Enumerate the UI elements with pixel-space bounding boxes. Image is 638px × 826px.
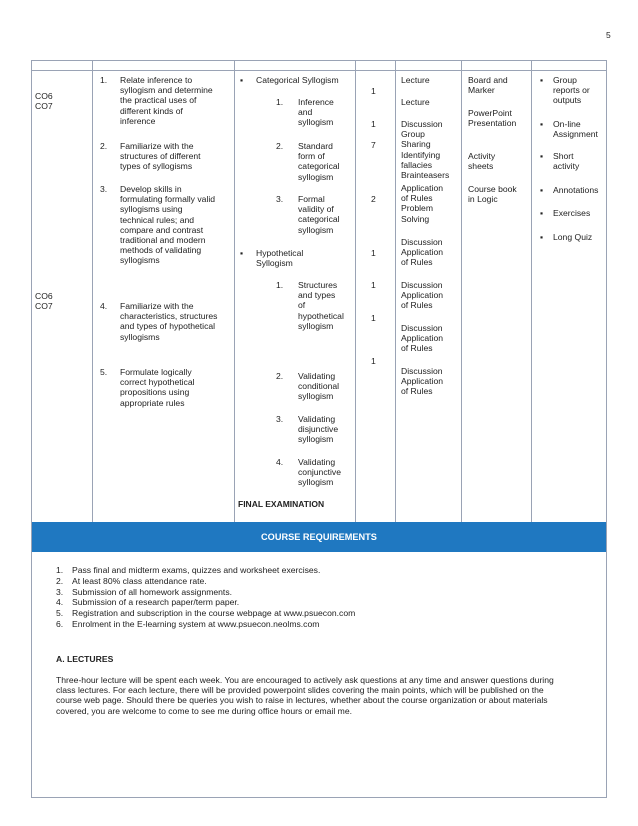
bullet-icon: ▪ bbox=[540, 208, 544, 218]
column-divider bbox=[461, 60, 462, 522]
list-item: 2. At least 80% class attendance rate. bbox=[56, 575, 207, 586]
objective-item: 5. Formulate logically correct hypothetical propositions using appropriate rules bbox=[100, 367, 195, 408]
subtopic-item: 3. Validating disjunctive syllogism bbox=[276, 414, 339, 445]
subtopic-item: 1. Structures and types of hypothetical syllogism bbox=[276, 280, 344, 331]
bullet-icon: ▪ bbox=[240, 75, 244, 85]
activity-item: Application of Rules Problem Solving bbox=[401, 183, 444, 224]
bullet-icon: ▪ bbox=[540, 151, 544, 161]
activity-item: Discussion Application of Rules bbox=[401, 280, 444, 311]
list-item: 6. Enrolment in the E-learning system at www.psuecon.neolms.com bbox=[56, 618, 320, 629]
column-divider bbox=[395, 60, 396, 522]
assessment-item: ▪ Group reports or outputs bbox=[540, 75, 590, 106]
subtopic-item: 4. Validating conjunctive syllogism bbox=[276, 457, 341, 488]
outcome-code: CO6 bbox=[35, 91, 53, 101]
outcome-code: CO7 bbox=[35, 101, 53, 112]
column-divider bbox=[92, 60, 93, 522]
activity-item: Discussion Application of Rules bbox=[401, 366, 444, 397]
assessment-item: ▪ Exercises bbox=[540, 208, 591, 218]
bullet-icon: ▪ bbox=[540, 75, 544, 85]
outcome-code: CO7 bbox=[35, 301, 53, 312]
final-examination-label: FINAL EXAMINATION bbox=[238, 499, 325, 509]
outcome-code: CO6 bbox=[35, 291, 53, 301]
course-outcome-codes bbox=[35, 91, 53, 111]
bullet-icon: ▪ bbox=[540, 119, 544, 129]
objective-item: 4. Familiarize with the characteristics, structures and types of hypothetical syllogisms bbox=[100, 301, 218, 342]
requirements-list bbox=[56, 565, 596, 630]
bullet-icon: ▪ bbox=[240, 248, 244, 258]
list-item: 1. Pass final and midterm exams, quizzes and worksheet exercises. bbox=[56, 565, 321, 575]
activity-item: Discussion Group Sharing Identifying fallacies Brainteasers bbox=[401, 119, 450, 181]
assessment-item: ▪ Annotations bbox=[540, 185, 599, 195]
hours-value: 1 bbox=[371, 356, 376, 366]
material-item: Course book in Logic bbox=[468, 184, 517, 205]
bullet-icon: ▪ bbox=[540, 185, 544, 195]
objective-item: 1. Relate inference to syllogism and determine the practical uses of different kinds of inference bbox=[100, 75, 213, 126]
material-item: PowerPoint Presentation bbox=[468, 108, 517, 129]
course-outcome-codes bbox=[35, 291, 53, 311]
list-item: 5. Registration and subscription in the course webpage at www.psuecon.com bbox=[56, 608, 356, 619]
hours-value: 1 bbox=[371, 248, 376, 258]
material-item: Board and Marker bbox=[468, 75, 508, 96]
subtopic-item: 2. Validating conditional syllogism bbox=[276, 371, 340, 402]
list-item: 4. Submission of a research paper/term paper. bbox=[56, 597, 240, 608]
hours-value: 1 bbox=[371, 86, 376, 96]
page-number: 5 bbox=[606, 30, 611, 40]
assessment-item: ▪ On-line Assignment bbox=[540, 119, 598, 140]
hours-value: 1 bbox=[371, 313, 376, 323]
material-item: Activity sheets bbox=[468, 151, 496, 172]
column-divider bbox=[234, 60, 235, 522]
activity-item: Discussion Application of Rules bbox=[401, 323, 444, 354]
activity-item: Discussion Application of Rules bbox=[401, 237, 444, 268]
table-header-divider bbox=[31, 70, 607, 71]
hours-value: 1 bbox=[371, 280, 376, 290]
activity-item: Lecture bbox=[401, 75, 430, 85]
topic-hypothetical-syllogism: ▪ Hypothetical Syllogism bbox=[240, 248, 304, 269]
subtopic-item: 1. Inference and syllogism bbox=[276, 97, 334, 128]
subtopic-item: 3. Formal validity of categorical syllogism bbox=[276, 194, 340, 235]
assessment-item: ▪ Short activity bbox=[540, 151, 580, 172]
hours-value: 1 bbox=[371, 119, 376, 129]
lectures-paragraph: Three-hour lecture will be spent each week. You are encouraged to actively ask questions at any time and answer questions during class lectures. For each lecture, there will be provided powerpoint slides covering the main points, which will be published on the course web page. Should there be queries you wish to raise in lectures, whether about the course organization or about materials covered, you are welcome to come to see me during office hours or email me. bbox=[56, 675, 554, 716]
column-divider bbox=[531, 60, 532, 522]
objective-item: 3. Develop skills in formulating formally valid syllogisms using technical rules; and compare and contrast traditional and modern methods of validating syllogisms bbox=[100, 184, 216, 266]
activity-item: Lecture bbox=[401, 97, 430, 107]
assessment-item: ▪ Long Quiz bbox=[540, 232, 593, 242]
hours-value: 2 bbox=[371, 194, 376, 204]
course-requirements-header: COURSE REQUIREMENTS bbox=[32, 522, 606, 552]
subtopic-item: 2. Standard form of categorical syllogism bbox=[276, 141, 340, 182]
hours-value: 7 bbox=[371, 140, 376, 150]
lectures-heading: A. LECTURES bbox=[56, 654, 114, 664]
bullet-icon: ▪ bbox=[540, 232, 544, 242]
objective-item: 2. Familiarize with the structures of different types of syllogisms bbox=[100, 141, 201, 172]
list-item: 3. Submission of all homework assignments. bbox=[56, 586, 233, 597]
topic-categorical-syllogism: ▪ Categorical Syllogism bbox=[240, 75, 339, 85]
